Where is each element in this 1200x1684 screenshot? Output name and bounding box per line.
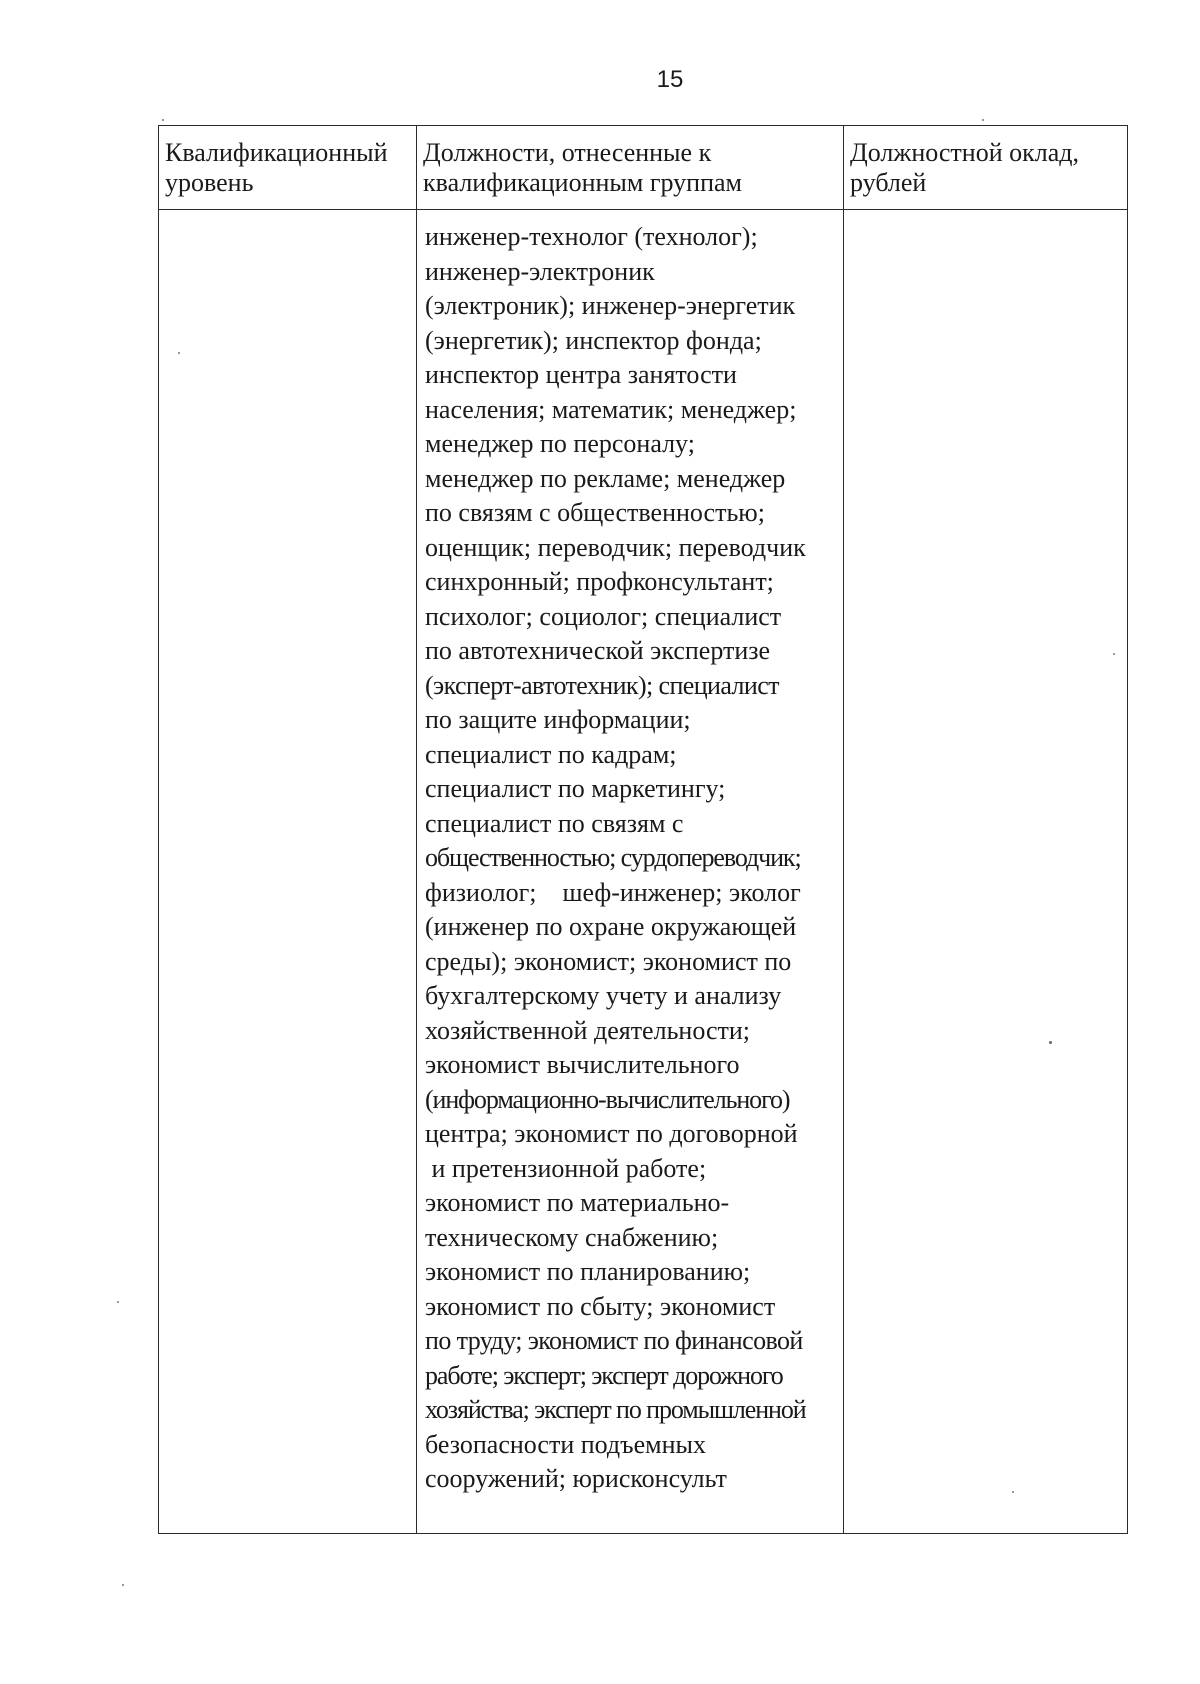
qualification-table — [158, 125, 1128, 1534]
positions-line: общественностью; сурдопереводчик; — [425, 843, 801, 872]
cell-positions — [417, 210, 844, 1534]
positions-line: центра; экономист по договорной — [425, 1119, 798, 1148]
positions-line: экономист по материально- — [425, 1188, 730, 1217]
positions-line: и претензионной работе; — [425, 1153, 707, 1183]
scan-speck — [122, 1584, 124, 1586]
cell-qualification-level — [159, 210, 417, 1534]
positions-line: сооружений; юрисконсульт — [425, 1464, 727, 1493]
positions-line: экономист по планированию; — [425, 1257, 751, 1286]
table-row — [159, 210, 1128, 1534]
positions-line: среды); экономист; экономист по — [425, 946, 792, 976]
positions-line: (эксперт-автотехник); специалист — [425, 670, 779, 700]
positions-line: менеджер по рекламе; менеджер — [425, 463, 786, 493]
positions-line: психолог; социолог; специалист — [425, 601, 782, 631]
positions-line: безопасности подъемных — [425, 1429, 706, 1459]
positions-line: по автотехнической экспертизе — [425, 636, 771, 665]
scan-speck — [1049, 1041, 1052, 1044]
positions-line: по связям с общественностью; — [425, 498, 765, 527]
positions-line: (инженер по охране окружающей — [425, 912, 797, 941]
positions-line: специалист по связям с — [425, 808, 684, 838]
positions-line: синхронный; профконсультант; — [425, 567, 774, 596]
positions-line: (электроник); инженер-энергетик — [425, 291, 796, 320]
scan-speck — [1113, 653, 1115, 655]
scan-speck — [162, 119, 164, 121]
positions-line: хозяйственной деятельности; — [425, 1015, 751, 1045]
positions-line: инспектор центра занятости — [425, 360, 737, 389]
header-qualification-level: Квалификационный уровень — [159, 126, 417, 210]
positions-line: техническому снабжению; — [425, 1222, 719, 1252]
positions-line: оценщик; переводчик; переводчик — [425, 532, 806, 562]
scan-speck — [117, 1301, 119, 1303]
positions-line: (энергетик); инспектор фонда; — [425, 325, 762, 355]
header-positions: Должности, отнесенные к квалификационным группам — [417, 126, 844, 210]
positions-line: специалист по маркетингу; — [425, 774, 726, 803]
positions-line: инженер-электроник — [425, 256, 655, 286]
positions-line: экономист по сбыту; экономист — [425, 1291, 776, 1321]
positions-line: работе; эксперт; эксперт дорожного — [425, 1360, 783, 1390]
positions-line: инженер-технолог (технолог); — [425, 222, 758, 251]
scan-speck — [1012, 1491, 1014, 1493]
positions-line: по защите информации; — [425, 705, 691, 734]
positions-line: населения; математик; менеджер; — [425, 394, 797, 424]
positions-line: бухгалтерскому учету и анализу — [425, 981, 782, 1010]
page-number: 15 — [656, 66, 684, 93]
positions-line: физиолог; шеф-инженер; эколог — [425, 877, 801, 907]
scan-speck — [178, 352, 180, 354]
scan-speck — [982, 119, 984, 121]
positions-line: хозяйства; эксперт по промышленной — [425, 1395, 806, 1424]
positions-line: специалист по кадрам; — [425, 739, 677, 769]
positions-line: по труду; экономист по финансовой — [425, 1326, 803, 1355]
positions-line: (информационно-вычислительного) — [425, 1084, 790, 1114]
positions-line: экономист вычислительного — [425, 1050, 740, 1079]
table-header-row — [159, 126, 1128, 210]
header-salary: Должностной оклад, рублей — [844, 126, 1128, 210]
cell-salary — [844, 210, 1128, 1534]
positions-line: менеджер по персоналу; — [425, 429, 695, 458]
